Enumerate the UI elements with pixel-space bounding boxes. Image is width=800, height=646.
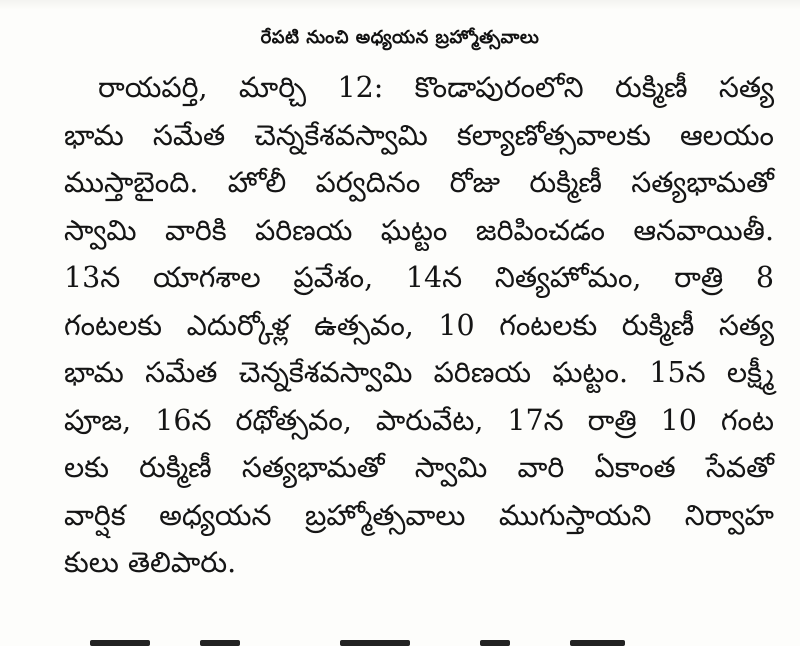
previous-article-edge [0, 0, 800, 10]
body-line: లకు రుక్మిణీ సత్యభామతో స్వామి వారి ఏకాంత సేవతో [64, 451, 774, 484]
body-line: రాయపర్తి, మార్చి 12: కొండాపురంలోని రుక్మిణీ సత్య [98, 71, 774, 104]
body-line: భామ సమేత చెన్నకేశవస్వామి పరిణయ ఘట్టం. 15న లక్ష్మీ [64, 356, 774, 389]
body-line: గంటలకు ఎదుర్కోళ్ల ఉత్సవం, 10 గంటలకు రుక్మిణీ సత్య [64, 308, 774, 342]
body-line: పూజ, 16న రథోత్సవం, పారువేట, 17న రాత్రి 10 గంట [64, 403, 774, 437]
body-line: ముస్తాబైంది. హోలీ పర్వదినం రోజు రుక్మిణీ సత్యభామతో [64, 166, 774, 199]
next-article-edge [50, 630, 750, 646]
body-line: భామ సమేత చెన్నకేశవస్వామి కల్యాణోత్సవాలకు ఆలయం [64, 118, 774, 152]
article-body [64, 64, 774, 587]
body-line: వార్షిక అధ్యయన బ్రహ్మోత్సవాలు ముగుస్తాయని నిర్వాహ [64, 498, 774, 532]
body-line: 13న యాగశాల ప్రవేశం, 14న నిత్యహోమం, రాత్రి 8 [64, 261, 774, 294]
body-line: కులు తెలిపారు. [64, 546, 237, 579]
body-line: స్వామి వారికి పరిణయ ఘట్టం జరిపించడం ఆనవాయితీ. [64, 213, 774, 247]
article-headline: రేపటి నుంచి అధ్యయన బ్రహ్మోత్సవాలు [260, 27, 540, 48]
